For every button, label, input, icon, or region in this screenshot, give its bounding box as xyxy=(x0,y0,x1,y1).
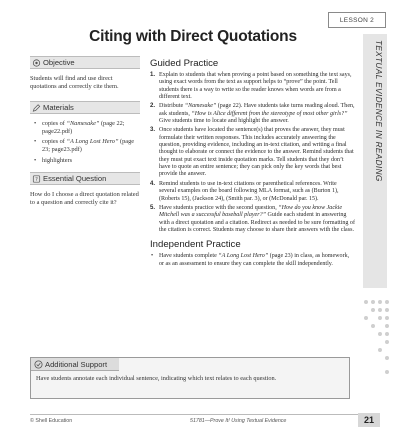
additional-support-heading xyxy=(31,358,119,371)
list-item: 2. Distribute “Namesake” (page 22). Have students take turns reading aloud. Then, ask students, “How is Alice different from the stereotype of most other girls?” Give students time to locate and highlight the answer. xyxy=(150,103,355,125)
materials-heading xyxy=(30,101,140,114)
main-content xyxy=(150,58,355,268)
guided-practice-heading: Guided Practice xyxy=(150,58,219,69)
lesson-label: LESSON 2 xyxy=(328,12,386,28)
objective-text: Students will find and use direct quotations and correctly cite them. xyxy=(30,75,119,91)
list-item: 4. Remind students to use in-text citations or parenthetical references. Write several examples on the board following MLA format, such as (Burton 1), (Roberts 15), (Jackson 24), (Smith par. 3), or (McDonald par. 15). xyxy=(150,180,339,202)
materials-heading-label: Materials xyxy=(43,102,74,112)
essential-question-heading xyxy=(30,172,140,185)
svg-text:?: ? xyxy=(35,177,38,184)
pencil-icon xyxy=(32,104,41,112)
essential-question-text: How do I choose a direct quotation related to a question and correctly cite it? xyxy=(30,191,139,207)
support-icon xyxy=(34,360,43,369)
guided-practice-steps xyxy=(150,72,355,234)
objective-heading xyxy=(30,56,140,69)
independent-practice-heading: Independent Practice xyxy=(150,239,241,251)
additional-support-heading-label: Additional Support xyxy=(45,359,108,369)
list-item: 1. Explain to students that when proving a point based on something the text says, using exact words from the text as support helps to “prove” the point. Tell students there is a way to write so the reader knows when words are from a different text. xyxy=(150,72,352,101)
decorative-dots xyxy=(360,296,390,386)
footer-publisher: © Shell Education xyxy=(30,418,73,424)
footer-divider xyxy=(30,414,370,415)
materials-list xyxy=(30,120,140,165)
objective-heading-label: Objective xyxy=(43,58,75,67)
independent-practice-list xyxy=(150,253,355,268)
footer-product: 51781—Prove It! Using Textual Evidence xyxy=(190,418,287,424)
page-title: Citing with Direct Quotations xyxy=(89,28,297,45)
list-item: • copies of “A Long Lost Hero” (page 23; page23.pdf) xyxy=(30,138,140,155)
list-item: 5. Have students practice with the second question, “How do you know Jackie Mitchell was a successful baseball player?” Guide each student in answering with a direct quotation and a citation. Redirect as needed to be sure formatting of the citation is correct. Students may choose to share their answers with the class. xyxy=(150,204,355,233)
essential-question-heading-label: Essential Question xyxy=(43,174,107,184)
list-item: • copies of “Namesake” (page 22; page22.pdf) xyxy=(30,120,140,137)
additional-support-text: Have students annotate each individual sentence, indicating which text relates to each question. xyxy=(36,375,277,382)
list-item: • Have students complete “A Long Lost Hero” (page 23) in class, as homework, or as an assessment to ensure they can complete the skill independently. xyxy=(150,253,355,268)
additional-support-box xyxy=(30,357,350,399)
list-item: • highlighters xyxy=(30,157,140,165)
question-icon xyxy=(32,175,41,183)
page-number: 21 xyxy=(358,413,380,427)
side-title: TEXTUAL EVIDENCE IN READING xyxy=(374,40,383,182)
list-item: 3. Once students have located the sentence(s) that proves the answer, they must formulate their written responses. This includes accurately answering the question, providing evidence, including an in-text citation, and writing a final thought to elaborate or connect the evidence to the answer. Remind students that they must put exact text inside quotation marks. Tell students that they don’t have to quote an entire sentence; they can pick only the key words that best provide the answer. xyxy=(150,127,354,178)
target-icon xyxy=(32,59,41,67)
sidebar xyxy=(30,56,140,208)
